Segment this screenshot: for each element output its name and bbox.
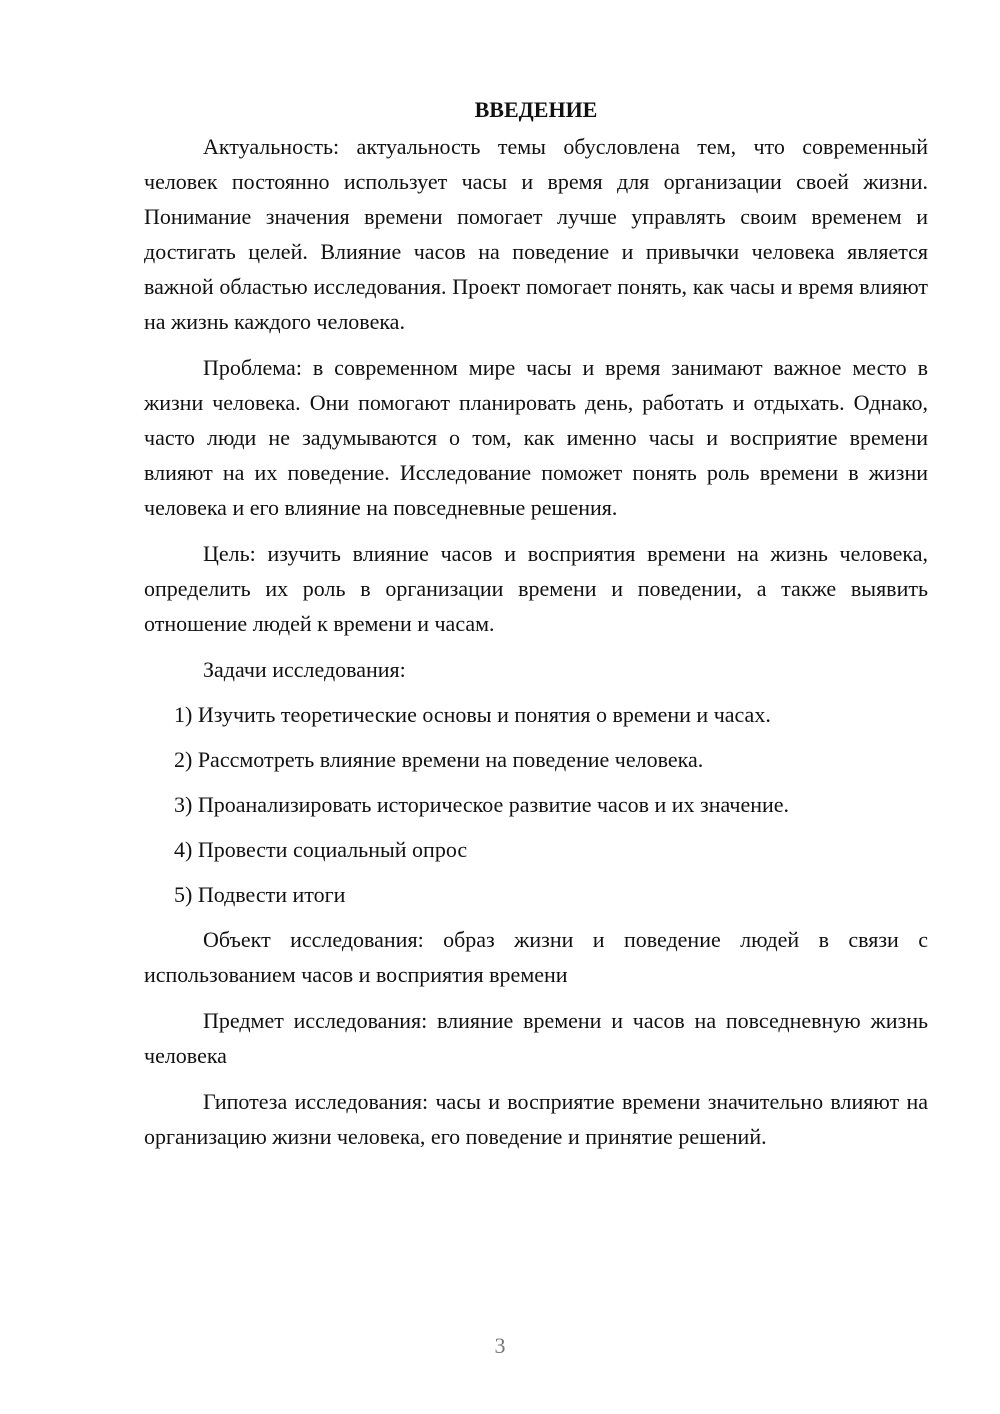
list-item: 5) Подвести итоги	[174, 882, 346, 907]
list-item: 4) Провести социальный опрос	[174, 837, 468, 862]
page-number: 3	[494, 1333, 506, 1358]
relevance-paragraph: Актуальность: актуальность темы обусловлена тем, что современный человек постоянно использует часы и время для организации своей жизни. Понимание значения времени помогает лучше управлять своим временем и достигать целей. Влияние часов на поведение и привычки человека является важной областью исследования. Проект помогает понять, как часы и время влияют на жизнь каждого человека.	[144, 134, 928, 334]
document-page	[144, 92, 928, 1165]
object-paragraph: Объект исследования: образ жизни и поведение людей в связи с использованием часов и восприятия времени	[144, 927, 928, 987]
hypothesis-paragraph: Гипотеза исследования: часы и восприятие времени значительно влияют на организацию жизни человека, его поведение и принятие решений.	[144, 1089, 928, 1149]
list-item: 2) Рассмотреть влияние времени на поведение человека.	[174, 747, 704, 772]
list-item: 1) Изучить теоретические основы и понятия о времени и часах.	[174, 702, 771, 727]
subject-paragraph: Предмет исследования: влияние времени и часов на повседневную жизнь человека	[144, 1008, 928, 1068]
tasks-list	[144, 697, 928, 912]
page-title: ВВЕДЕНИЕ	[474, 97, 598, 122]
problem-paragraph: Проблема: в современном мире часы и время занимают важное место в жизни человека. Они помогают планировать день, работать и отдыхать. Однако, часто люди не задумываются о том, как именно часы и восприятие времени влияют на их поведение. Исследование поможет понять роль времени в жизни человека и его влияние на повседневные решения.	[144, 355, 928, 520]
goal-paragraph: Цель: изучить влияние часов и восприятия времени на жизнь человека, определить их роль в организации времени и поведении, а также выявить отношение людей к времени и часам.	[144, 541, 928, 636]
list-item: 3) Проанализировать историческое развитие часов и их значение.	[174, 792, 790, 817]
tasks-heading: Задачи исследования:	[203, 657, 406, 682]
